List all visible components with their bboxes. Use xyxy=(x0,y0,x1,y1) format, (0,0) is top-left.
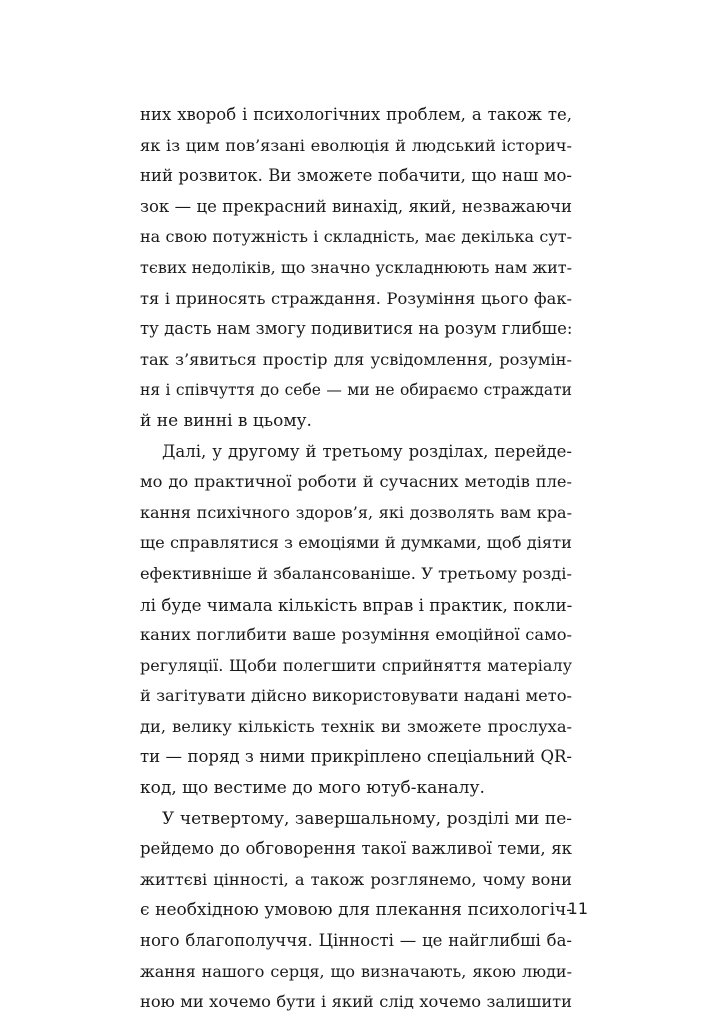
paragraph-2 xyxy=(140,437,572,804)
text-line: тєвих недоліків, що значно ускладнюють нам жит- xyxy=(140,257,572,277)
body-text xyxy=(140,100,572,1018)
text-line: регуляції. Щоби полегшити сприйняття матеріалу xyxy=(140,655,572,675)
text-line: лі буде чимала кількість вправ і практик, покли- xyxy=(140,594,573,615)
text-line: У четвертому, завершальному, розділі ми пе- xyxy=(162,808,572,829)
text-line: ди, велику кількість технік ви зможете прослуха- xyxy=(140,716,572,736)
text-line: код, що вестиме до мого ютуб-каналу. xyxy=(140,778,485,799)
text-line: мо до практичної роботи й сучасних методів пле- xyxy=(140,472,572,492)
text-line: ний розвиток. Ви зможете побачити, що наш мо- xyxy=(140,166,572,186)
text-line: кання психічного здоров’я, які дозволять вам кра- xyxy=(140,502,572,522)
text-line: рейдемо до обговорення такої важливої теми, як xyxy=(140,839,572,859)
text-line: життєві цінності, а також розглянемо, чому вони xyxy=(140,869,572,889)
text-line: на свою потужність і складність, має декілька сут- xyxy=(140,227,572,247)
text-line: ного благополуччя. Цінності — це найглибші ба- xyxy=(140,931,572,951)
text-line: ня і співчуття до себе — ми не обираємо страждати xyxy=(140,381,572,400)
text-line: й загітувати дійсно використовувати надані мето- xyxy=(140,686,572,706)
text-line: ною ми хочемо бути і який слід хочемо залишити xyxy=(140,992,572,1012)
text-line: ту дасть нам змогу подивитися на розум глибше: xyxy=(140,319,573,339)
text-line: ти — поряд з ними прикріплено спеціальний QR- xyxy=(140,747,572,767)
page-number: 11 xyxy=(567,899,588,918)
paragraph-3 xyxy=(140,804,572,1018)
text-line: є необхідною умовою для плекання психологіч- xyxy=(140,900,572,921)
text-line: як із цим пов’язані еволюція й людський історич- xyxy=(140,135,572,155)
text-line: Далі, у другому й третьому розділах, перейде- xyxy=(162,441,572,461)
text-line: так з’явиться простір для усвідомлення, розумін- xyxy=(140,349,572,369)
text-line: зок — це прекрасний винахід, який, незважаючи xyxy=(140,196,572,216)
text-line: тя і приносять страждання. Розуміння цього фак- xyxy=(140,288,572,308)
text-line: й не винні в цьому. xyxy=(140,410,312,431)
text-line: ефективніше й збалансованіше. У третьому розді- xyxy=(140,563,572,583)
text-line: них хвороб і психологічних проблем, а також те, xyxy=(140,105,572,124)
text-line: жання нашого серця, що визначають, якою люди- xyxy=(140,961,572,981)
text-line: каних поглибити ваше розуміння емоційної само- xyxy=(140,625,572,645)
text-line: ще справлятися з емоціями й думками, щоб діяти xyxy=(140,533,572,553)
paragraph-1 xyxy=(140,100,572,437)
